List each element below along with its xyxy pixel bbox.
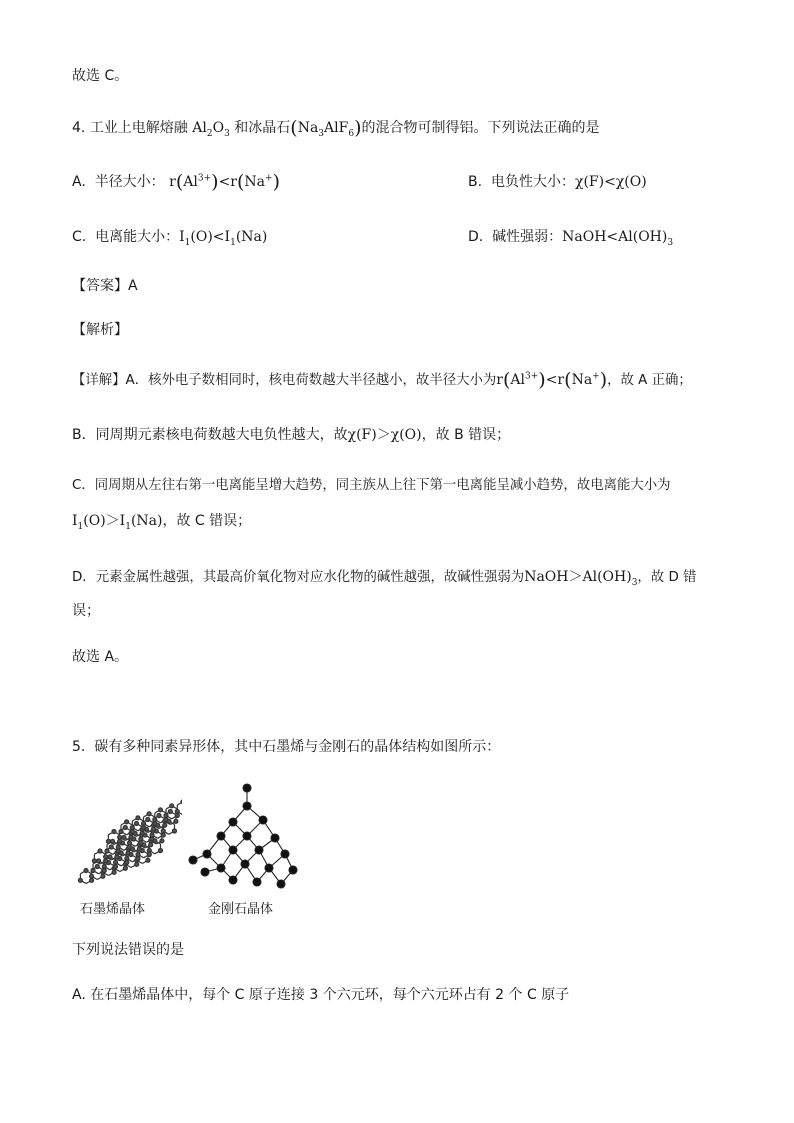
graphene-atom — [159, 849, 163, 853]
graphene-atom — [104, 855, 108, 859]
graphene-atom — [157, 814, 161, 818]
graphene-atom — [92, 859, 96, 863]
graphene-atom — [98, 849, 102, 853]
diamond-atom — [201, 868, 209, 876]
question-5-option-a: A. 在石墨烯晶体中，每个 C 原子连接 3 个六元环，每个六元环占有 2 个 C 原子 — [72, 987, 570, 1003]
graphene-atom — [111, 839, 115, 843]
graphene-atom — [116, 845, 120, 849]
diamond-atom — [243, 784, 251, 792]
graphene-atom — [90, 874, 94, 878]
analysis-label: 【解析】 — [72, 322, 128, 338]
graphene-atom — [170, 804, 174, 808]
diamond-caption: 金刚石晶体 — [208, 902, 274, 917]
options-row-1 — [72, 172, 722, 192]
graphene-structure-figure — [72, 792, 182, 892]
diamond-atom — [281, 850, 289, 858]
diamond-atom — [229, 818, 237, 826]
formula-al2o3: $Al_2O_3$ — [192, 120, 230, 139]
graphene-atom — [91, 869, 95, 873]
previous-conclusion: 故选 C。 — [72, 68, 129, 84]
detail-d-line-2: 误； — [72, 603, 100, 619]
graphene-atom — [125, 820, 129, 824]
option-a-expression: $r(Al^{3+})<r(Na^+)$ — [169, 171, 280, 193]
diamond-atom — [217, 864, 225, 872]
diamond-atom — [203, 850, 211, 858]
stem-part-1: 工业上电解熔融 — [89, 120, 188, 136]
graphene-atom — [114, 861, 118, 865]
stem-part-3: 的混合物可制得铝。下列说法正确的是 — [361, 120, 600, 136]
diamond-atom — [277, 880, 285, 888]
graphene-atom — [147, 812, 151, 816]
diamond-atom — [265, 864, 273, 872]
graphene-atom — [119, 830, 123, 834]
graphene-atom — [147, 849, 151, 853]
diamond-atom — [259, 816, 267, 824]
answer-line — [72, 276, 138, 296]
graphene-atom — [109, 845, 113, 849]
graphene-atom — [161, 829, 165, 833]
graphene-atom — [173, 829, 177, 833]
diamond-atom — [255, 846, 263, 854]
detail-a: 【详解】A．核外电子数相同时，核电荷数越大半径越小，故半径大小为$r(Al^{3+})<r(Na^+)$，故 A 正确； — [72, 369, 692, 391]
question-5-stem: 5. 碳有多种同素异形体，其中石墨烯与金刚石的晶体结构如图所示： — [72, 739, 501, 755]
graphene-atom — [139, 837, 143, 841]
diamond-atom — [243, 802, 251, 810]
graphene-atom — [84, 869, 88, 873]
graphene-atom — [158, 808, 162, 812]
question-5-prompt: 下列说法错误的是 — [72, 942, 184, 958]
conclusion: 故选 A。 — [72, 649, 129, 665]
graphene-atom — [78, 878, 82, 882]
question-number: 5. — [72, 739, 86, 755]
detail-c-line-2: $I_1(O)>I_1(Na)$，故 C 错误； — [72, 513, 252, 532]
diamond-atom — [241, 860, 249, 868]
graphene-atom — [135, 822, 139, 826]
diamond-atom — [229, 876, 237, 884]
graphene-atom — [181, 800, 182, 804]
option-b: B. 电负性大小：χ(F)<χ(O) — [468, 174, 647, 190]
question-number: 4. — [72, 120, 86, 136]
graphene-atom — [142, 822, 146, 826]
answer-label: 【答案】 — [72, 278, 128, 294]
diamond-atom — [271, 834, 279, 842]
diamond-atom — [289, 866, 297, 874]
diamond-atom — [217, 832, 225, 840]
diamond-atom — [253, 878, 261, 886]
graphene-atom — [125, 857, 129, 861]
graphene-atom — [160, 839, 164, 843]
option-d: D. 碱性强弱：$NaOH<Al(OH)_3$ — [468, 229, 674, 248]
diamond-atom — [189, 856, 197, 864]
diamond-atom — [243, 832, 251, 840]
graphene-atom — [174, 819, 178, 823]
graphene-atom — [112, 830, 116, 834]
graphene-atom — [136, 853, 140, 857]
graphene-atom — [146, 818, 150, 822]
graphene-atom — [97, 859, 101, 863]
graphene-atom — [164, 814, 168, 818]
graphene-atom — [150, 833, 154, 837]
graphene-atom — [146, 858, 150, 862]
detail-c-line-1: C．同周期从左往右第一电离能呈增大趋势，同主族从上往下第一电离能呈减小趋势，故电离能大小为 — [72, 478, 671, 493]
graphene-atom — [123, 826, 127, 830]
graphene-atom — [108, 855, 112, 859]
detail-b: B．同周期元素核电荷数越大电负性越大，故χ(F)＞χ(O)，故 B 错误； — [72, 427, 511, 443]
options-row-2 — [72, 227, 722, 247]
option-c: C. 电离能大小：$I_1(O)<I_1(Na)$ — [72, 229, 268, 248]
graphene-atom — [106, 839, 110, 843]
graphene-atom — [136, 816, 140, 820]
graphene-atom — [168, 810, 172, 814]
option-a: A. 半径大小： $r(Al^{3+})<r(Na^+)$ — [72, 171, 280, 193]
formula-na3alf6: $(Na_3AlF_6)$ — [290, 117, 362, 139]
graphene-atom — [175, 810, 179, 814]
diamond-structure-figure — [185, 780, 305, 895]
stem-part-2: 和冰晶石 — [234, 120, 291, 136]
graphene-atom — [95, 865, 99, 869]
graphene-atom — [153, 818, 157, 822]
graphene-atom — [130, 826, 134, 830]
graphene-atom — [122, 835, 126, 839]
detail-d-line-1: D．元素金属性越强，其最高价氧化物对应水化物的碱性越强，故碱性强弱为$NaOH>Al(OH)_3$，故 D 错 — [72, 569, 697, 588]
graphene-caption: 石墨烯晶体 — [80, 902, 146, 917]
graphene-atom — [102, 865, 106, 869]
answer-value: A — [128, 278, 138, 294]
diamond-atom — [229, 846, 237, 854]
question-4-stem — [72, 118, 600, 138]
graphene-atom — [118, 835, 122, 839]
graphene-atom — [105, 849, 109, 853]
graphene-atom — [128, 841, 132, 845]
